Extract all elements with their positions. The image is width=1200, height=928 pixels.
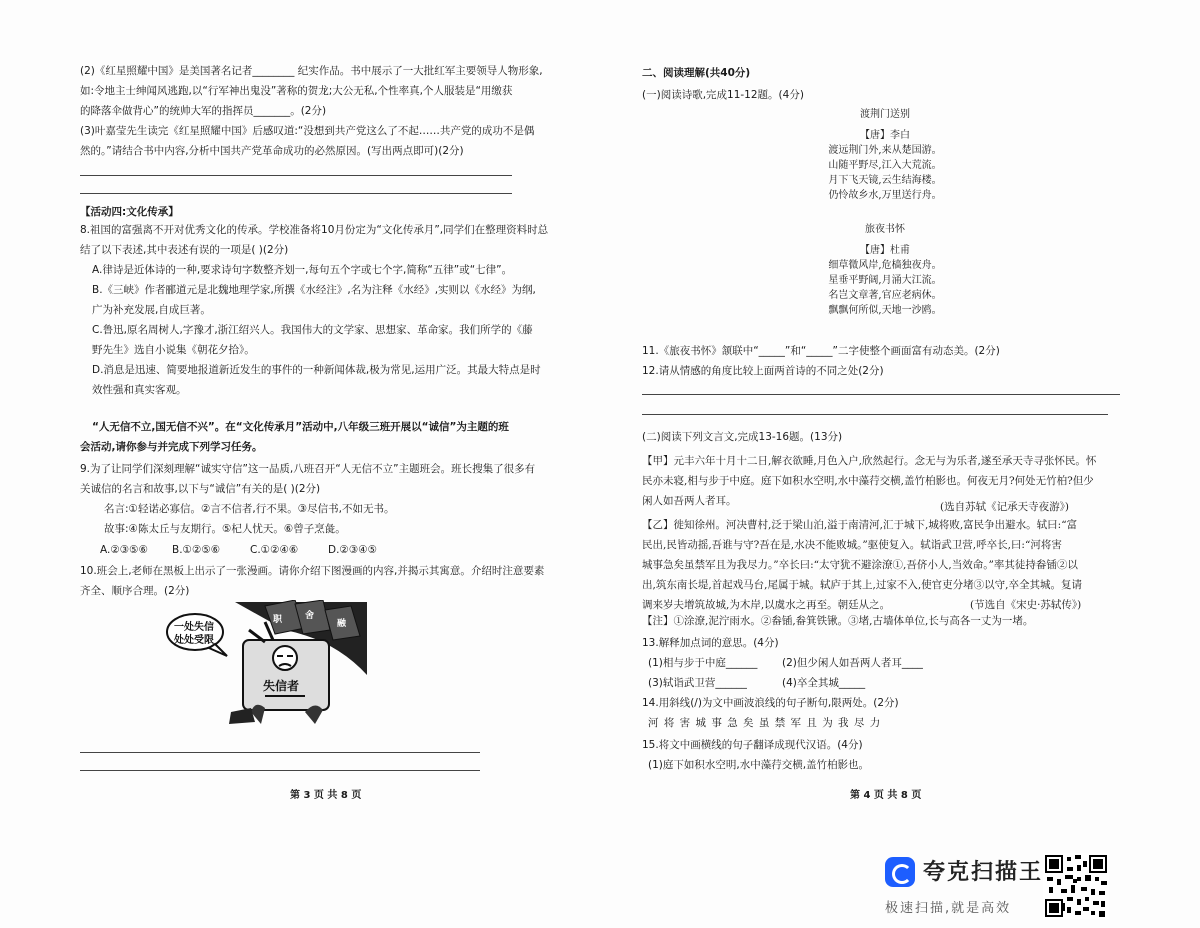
q7-2-line-3: 的降落伞做背心”的统帅大军的指挥员_______。(2分): [80, 105, 327, 117]
poem-1-line: 渡远荆门外,来从楚国游。: [828, 145, 942, 156]
q8-option-c: C.鲁迅,原名周树人,字豫才,浙江绍兴人。我国伟大的文学家、思想家、革命家。我们所学的《藤: [92, 324, 533, 336]
q13-item-2: (2)但少闲人如吾两人者耳____: [782, 657, 923, 669]
q11: 11.《旅夜书怀》颔联中“_____”和“_____”二字使整个画面富有动态美。(2分): [642, 345, 1000, 357]
hand-word-2: 舍: [305, 611, 315, 621]
page-footer: 第 4 页 共 8 页: [850, 790, 922, 801]
answer-line: [80, 770, 480, 771]
q10-line-2: 齐全、顺序合理。(2分): [80, 585, 190, 597]
activity-intro-1: “人无信不立,国无信不兴”。在“文化传承月”活动中,八年级三班开展以“诚信”为主题的班: [92, 421, 509, 433]
q14: 14.用斜线(/)为文中画波浪线的句子断句,限两处。(2分): [642, 697, 899, 709]
q14-sentence: 河 将 害 城 事 急 矣 虽 禁 军 且 为 我 尽 力: [648, 717, 882, 729]
q9-choice-b: B.①②⑤⑥: [172, 544, 221, 556]
yi-source: (节选自《宋史·苏轼传》): [970, 599, 1082, 611]
q9-choice-a: A.②③⑤⑥: [100, 544, 148, 556]
poem-2-title: 旅夜书怀: [865, 224, 905, 235]
q15-sentence-1: (1)庭下如积水空明,水中藻荇交横,盖竹柏影也。: [648, 759, 870, 771]
answer-line: [642, 414, 1108, 415]
q13: 13.解释加点词的意思。(4分): [642, 637, 779, 649]
answer-line: [80, 175, 512, 176]
poem-1-author: 【唐】李白: [860, 130, 910, 141]
speech-bubble-line-1: 一处失信: [174, 622, 214, 633]
q15: 15.将文中画横线的句子翻译成现代汉语。(4分): [642, 739, 863, 751]
notes: 【注】①涂潦,泥泞雨水。②畚锸,畚箕铁锹。③堵,古墙体单位,长与高各一丈为一堵。: [642, 615, 1034, 627]
cartoon-image: [165, 600, 367, 728]
q8-line-1: 8.祖国的富强离不开对优秀文化的传承。学校准备将10月份定为“文化传承月”,同学们在整理资料时总: [80, 224, 549, 236]
q7-3-line-1: (3)叶嘉莹先生读完《红星照耀中国》后感叹道:“没想到共产党这么了不起……共产党的成功不是偶: [80, 125, 535, 137]
poem-2-line: 星垂平野阔,月涌大江流。: [828, 275, 942, 286]
poem-2: [785, 222, 985, 318]
q8-line-2: 结了以下表述,其中表述有误的一项是( )(2分): [80, 244, 289, 256]
jia-line-1: 【甲】元丰六年十月十二日,解衣欲睡,月色入户,欣然起行。念无与为乐者,遂至承天寺寻张怀民。怀: [642, 455, 1097, 467]
poem-1-line: 山随平野尽,江入大荒流。: [828, 160, 942, 171]
q8-option-a: A.律诗是近体诗的一种,要求诗句字数整齐划一,每句五个字或七个字,简称“五律”或“七律”。: [92, 264, 513, 276]
poem-2-line: 飘飘何所似,天地一沙鸥。: [828, 305, 942, 316]
poem-1: [785, 107, 985, 203]
answer-line: [642, 394, 1120, 395]
jia-source: (选自苏轼《记承天寺夜游》): [940, 501, 1069, 513]
part1-title: (一)阅读诗歌,完成11-12题。(4分): [642, 89, 804, 101]
scanner-brand-name: 夸克扫描王: [923, 860, 1044, 885]
q13-item-1: (1)相与步于中庭______: [648, 657, 758, 669]
activity4-title: 【活动四:文化传承】: [80, 206, 179, 218]
q13-item-3: (3)轼诣武卫营______: [648, 677, 747, 689]
q7-2-line-2: 如:令地主士绅闻风逃跑,以“行军神出鬼没”著称的贺龙;大公无私,个性率真,个人服装是“用缴获: [80, 85, 513, 97]
jia-line-2: 民亦未寝,相与步于中庭。庭下如积水空明,水中藻荇交横,盖竹柏影也。何夜无月?何处无竹柏?但少: [642, 475, 1094, 487]
poem-2-line: 细草微风岸,危樯独夜舟。: [828, 260, 942, 271]
person-label: 失信者: [263, 679, 300, 693]
q9-stories: 故事:④陈太丘与友期行。⑤杞人忧天。⑥曾子烹彘。: [104, 523, 346, 535]
answer-line: [80, 193, 512, 194]
cartoon-drawing: [165, 600, 367, 728]
yi-line-5: 调来岁夫增筑故城,为木岸,以虞水之再至。朝廷从之。: [642, 599, 891, 611]
poem-1-line: 月下飞天镜,云生结海楼。: [828, 175, 942, 186]
page-4: [600, 0, 1200, 928]
poem-2-author: 【唐】杜甫: [860, 245, 910, 256]
q12: 12.请从情感的角度比较上面两首诗的不同之处(2分): [642, 365, 884, 377]
poem-1-line: 仍怜故乡水,万里送行舟。: [828, 190, 942, 201]
hand-word-1: 职: [273, 615, 283, 625]
scanner-slogan: 极速扫描,就是高效: [885, 901, 1012, 916]
poem-2-line: 名岂文章著,官应老病休。: [828, 290, 942, 301]
yi-line-3: 城事急矣虽禁军且为我尽力。”卒长曰:“太守犹不避涂潦①,吾侪小人,当效命。”率其徒持畚锸②以: [642, 559, 1078, 571]
q7-3-line-2: 然的。”请结合书中内容,分析中国共产党革命成功的必然原因。(写出两点即可)(2分): [80, 145, 464, 157]
scanner-logo-icon: [885, 857, 915, 887]
yi-line-4: 出,筑东南长堤,首起戏马台,尾属于城。轼庐于其上,过家不入,使官吏分堵③以守,卒全其城。复请: [642, 579, 1083, 591]
poem-1-title: 渡荆门送别: [860, 109, 910, 120]
q9-line-2: 关诚信的名言和故事,以下与“诚信”有关的是( )(2分): [80, 483, 321, 495]
yi-line-1: 【乙】徙知徐州。河决曹村,泛于梁山泊,溢于南清河,汇于城下,城将败,富民争出避水。轼曰:“富: [642, 519, 1078, 531]
jia-line-3: 闲人如吾两人者耳。: [642, 495, 737, 507]
page-footer: 第 3 页 共 8 页: [290, 790, 362, 801]
q9-quotes: 名言:①轻诺必寡信。②言不信者,行不果。③尽信书,不如无书。: [104, 503, 395, 515]
q9-choice-d: D.②③④⑤: [328, 544, 378, 556]
q13-item-4: (4)卒全其城_____: [782, 677, 866, 689]
q8-option-d-cont: 效性强和真实客观。: [92, 384, 187, 396]
q7-2-line-1: (2)《红星照耀中国》是美国著名记者________ 纪实作品。书中展示了一大批红军主要领导人物形象,: [80, 65, 543, 77]
q10-line-1: 10.班会上,老师在黑板上出示了一张漫画。请你介绍下图漫画的内容,并揭示其寓意。介绍时注意要素: [80, 565, 545, 577]
q8-option-d: D.消息是迅速、简要地报道新近发生的事件的一种新闻体裁,极为常见,运用广泛。其最大特点是时: [92, 364, 541, 376]
activity-intro-2: 会活动,请你参与并完成下列学习任务。: [80, 441, 263, 453]
speech-bubble-line-2: 处处受限: [174, 635, 214, 646]
section-2-title: 二、阅读理解(共40分): [642, 67, 751, 79]
q9-choice-c: C.①②④⑥: [250, 544, 299, 556]
q8-option-b-cont: 广为补充发展,自成巨著。: [92, 304, 211, 316]
part2-title: (二)阅读下列文言文,完成13-16题。(13分): [642, 431, 843, 443]
qr-code-icon: [1043, 853, 1109, 919]
yi-line-2: 民出,民皆动摇,吾谁与守?吾在是,水决不能败城。”驱使复入。轼诣武卫营,呼卒长,曰:“河将害: [642, 539, 1062, 551]
answer-line: [80, 752, 480, 753]
hand-word-3: 融: [337, 619, 347, 629]
q9-line-1: 9.为了让同学们深刻理解“诚实守信”这一品质,八班召开“人无信不立”主题班会。班长搜集了很多有: [80, 463, 536, 475]
q8-option-c-cont: 野先生》选自小说集《朝花夕拾》。: [92, 344, 255, 356]
q8-option-b: B.《三峡》作者郦道元是北魏地理学家,所撰《水经注》,名为注释《水经》,实则以《水经》为纲,: [92, 284, 536, 296]
